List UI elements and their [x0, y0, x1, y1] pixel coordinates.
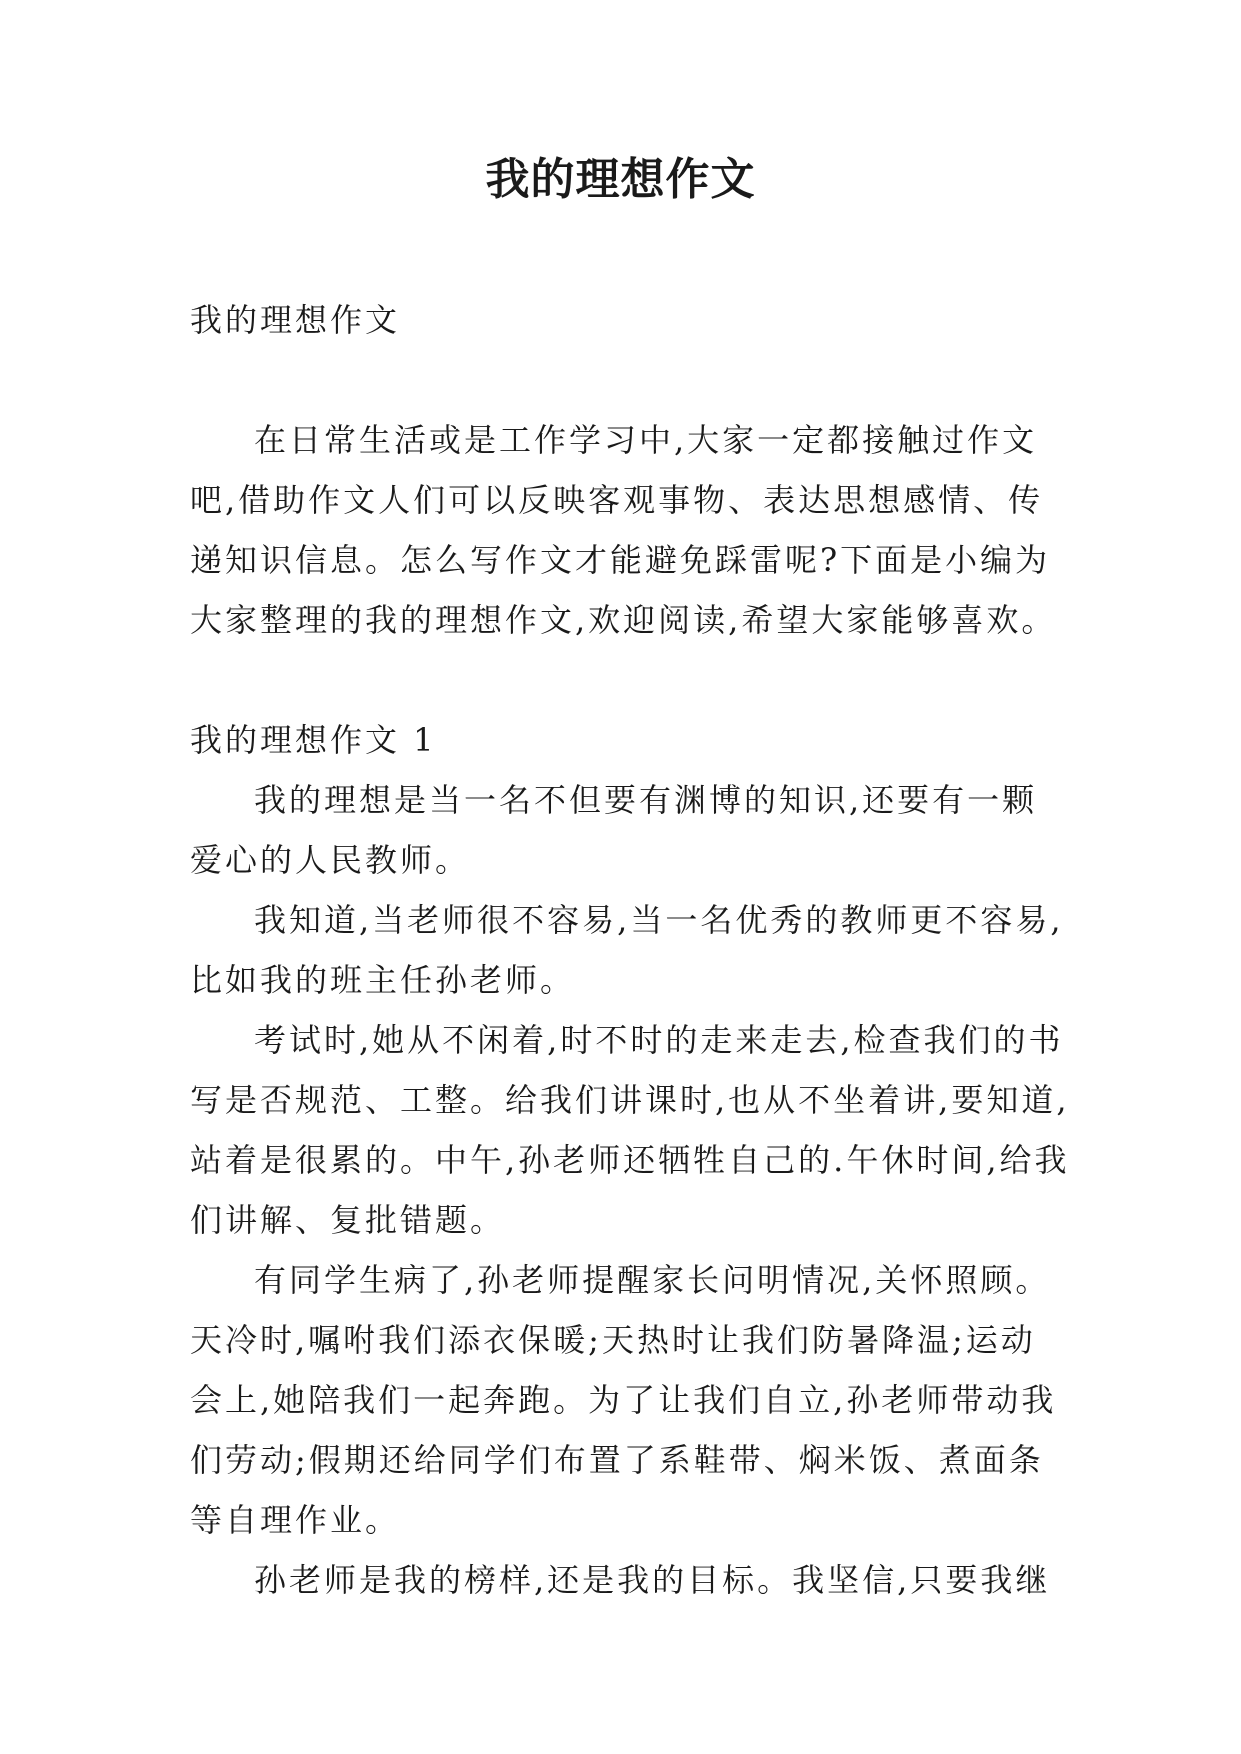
body-paragraph: 我知道,当老师很不容易,当一名优秀的教师更不容易,比如我的班主任孙老师。 — [190, 901, 1064, 999]
intro-paragraph: 在日常生活或是工作学习中,大家一定都接触过作文吧,借助作文人们可以反映客观事物、表达思想感情、传递知识信息。怎么写作文才能避免踩雷呢?下面是小编为大家整理的我的理想作文,欢迎阅读,希望大家能够喜欢。 — [190, 421, 1057, 639]
document-subtitle: 我的理想作文 — [190, 301, 401, 339]
body-paragraph: 孙老师是我的榜样,还是我的目标。我坚信,只要我继 — [254, 1561, 1051, 1599]
body-paragraph: 我的理想是当一名不但要有渊博的知识,还要有一颗爱心的人民教师。 — [190, 781, 1038, 879]
document-body — [190, 290, 1070, 1610]
section-heading: 我的理想作文 1 — [190, 721, 437, 759]
body-paragraph: 考试时,她从不闲着,时不时的走来走去,检查我们的书写是否规范、工整。给我们讲课时,也从不坐着讲,要知道,站着是很累的。中午,孙老师还牺牲自己的.午休时间,给我们讲解、复批错题。 — [190, 1021, 1070, 1239]
body-paragraph: 有同学生病了,孙老师提醒家长问明情况,关怀照顾。天冷时,嘱咐我们添衣保暖;天热时让我们防暑降温;运动会上,她陪我们一起奔跑。为了让我们自立,孙老师带动我们劳动;假期还给同学们布置了系鞋带、焖米饭、煮面条等自理作业。 — [190, 1261, 1057, 1539]
document-title: 我的理想作文 — [485, 154, 756, 205]
